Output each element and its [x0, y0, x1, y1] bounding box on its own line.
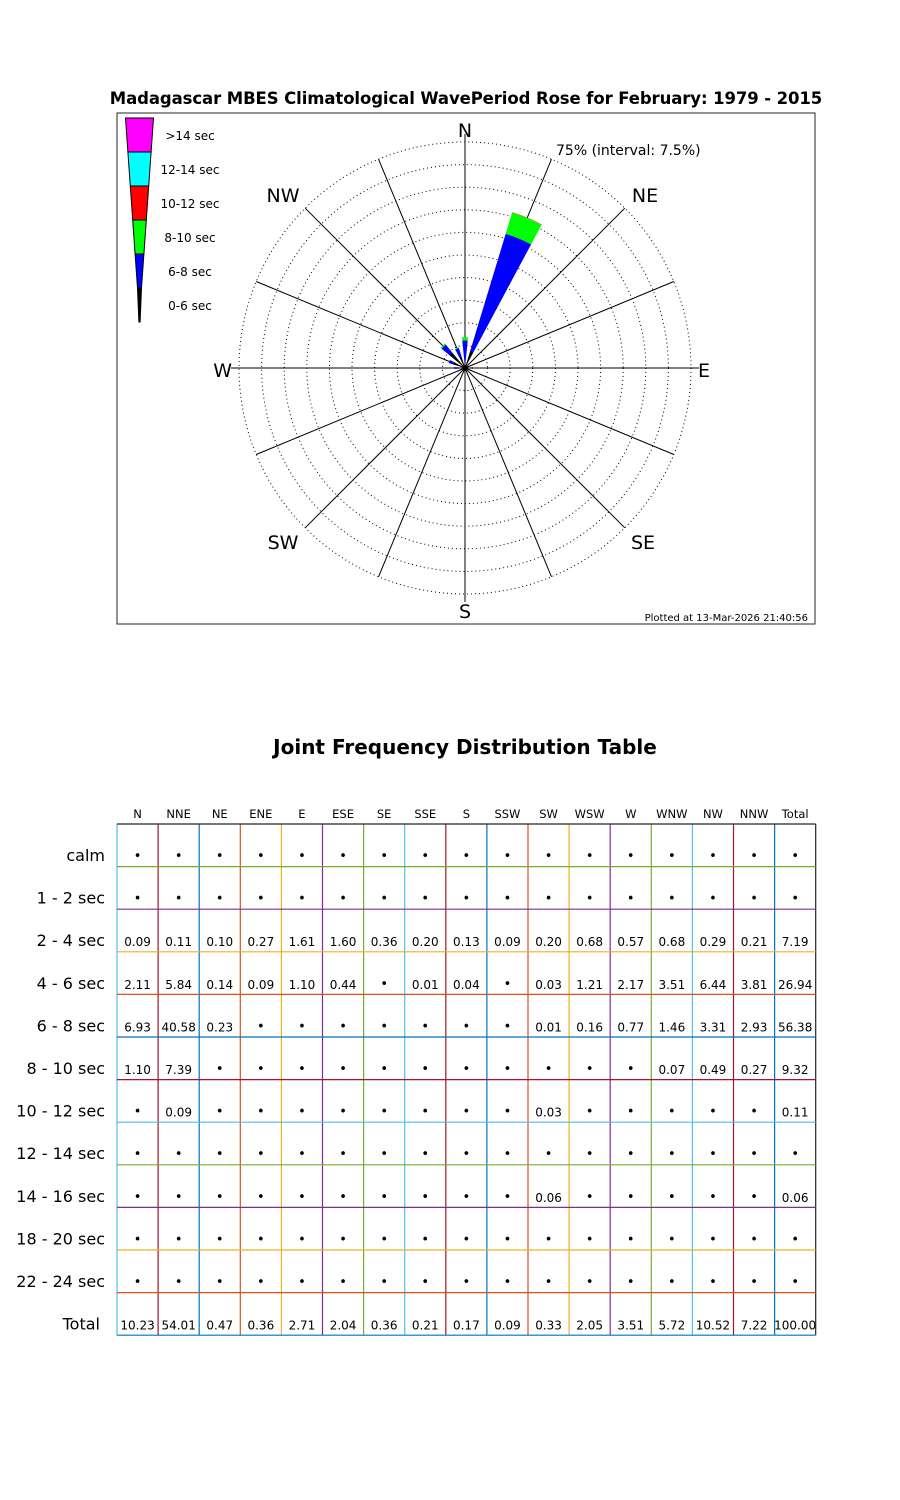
table-cell: 56.38 — [777, 1020, 813, 1035]
column-header-SSW: SSW — [494, 807, 521, 821]
table-cell: • — [380, 849, 388, 864]
table-cell: • — [503, 1062, 512, 1077]
column-header-NW: NW — [702, 807, 723, 821]
row-label: 12 - 14 sec — [16, 1144, 105, 1164]
table-cell: • — [339, 1147, 347, 1163]
table-cell: 0.09 — [494, 1318, 521, 1333]
table-cell: 0.11 — [165, 935, 193, 950]
table-cell: • — [339, 1104, 347, 1120]
table-cell: 5.84 — [165, 977, 193, 992]
table-cell: • — [339, 1232, 347, 1248]
table-cell: • — [585, 1104, 594, 1120]
table-cell: • — [462, 1189, 471, 1205]
row-label: 6 - 8 sec — [36, 1016, 105, 1036]
table-cell: • — [709, 891, 717, 907]
table-cell: 10.23 — [120, 1318, 155, 1333]
table-cell: 0.01 — [411, 977, 439, 992]
table-cell: 2.17 — [617, 977, 645, 992]
table-cell: 0.23 — [206, 1020, 234, 1035]
plotted-timestamp: Plotted at 13-Mar-2026 21:40:56 — [644, 613, 808, 624]
table-cell: 0.13 — [452, 935, 480, 950]
table-cell: 7.19 — [781, 935, 809, 950]
table-cell: • — [626, 891, 635, 907]
table-cell: • — [380, 1019, 388, 1035]
table-cell: 7.22 — [740, 1318, 768, 1333]
table-cell: • — [462, 891, 471, 907]
table-cell: • — [257, 1104, 265, 1120]
table-cell: • — [298, 1019, 306, 1035]
row-label: 2 - 4 sec — [36, 931, 105, 951]
table-cell: 5.72 — [658, 1318, 686, 1333]
table-cell: 0.20 — [411, 935, 439, 950]
column-header-SSE: SSE — [414, 807, 437, 821]
table-cell: • — [339, 1275, 347, 1290]
table-cell: 0.44 — [329, 977, 357, 992]
table-cell: 0.03 — [535, 1105, 562, 1120]
table-cell: • — [215, 1232, 224, 1248]
table-cell: • — [709, 1275, 717, 1290]
table-cell: • — [462, 1147, 471, 1163]
table-cell: • — [421, 1232, 430, 1248]
table-cell: • — [750, 849, 758, 864]
table-cell: • — [626, 1104, 635, 1120]
column-header-S: S — [462, 807, 471, 821]
table-cell: • — [133, 1275, 142, 1290]
table-cell: 2.04 — [329, 1318, 357, 1333]
table-cell: • — [215, 1104, 224, 1120]
table-cell: 0.68 — [576, 935, 604, 950]
table-cell: 0.77 — [617, 1020, 645, 1035]
table-cell: • — [462, 1275, 471, 1290]
table-cell: • — [298, 1189, 306, 1205]
table-cell: • — [544, 1147, 553, 1163]
table-cell: • — [133, 1104, 142, 1120]
table-cell: • — [709, 1189, 717, 1205]
table-cell: • — [257, 1147, 265, 1163]
column-header-WSW: WSW — [574, 807, 605, 821]
column-header-N: N — [133, 807, 142, 821]
table-cell: • — [626, 1062, 635, 1077]
table-cell: 3.51 — [617, 1318, 645, 1333]
table-cell: • — [503, 976, 512, 992]
table-cell: 0.27 — [740, 1063, 768, 1077]
table-cell: • — [174, 891, 183, 907]
row-label: 8 - 10 sec — [26, 1059, 105, 1078]
row-label: 4 - 6 sec — [36, 973, 105, 993]
table-row-labels — [16, 846, 105, 1334]
legend-label-3: 8-10 sec — [164, 231, 216, 245]
table-cell: • — [257, 1232, 265, 1248]
legend-label-4: 6-8 sec — [168, 265, 212, 279]
table-cell: • — [421, 1189, 430, 1205]
table-cell: • — [380, 1189, 388, 1205]
table-cell: 26.94 — [777, 977, 813, 992]
table-cell: 0.21 — [740, 935, 768, 950]
table-cells — [120, 849, 816, 1333]
table-cell: 0.57 — [617, 935, 645, 950]
table-cell: 0.16 — [576, 1020, 604, 1035]
table-cell: 0.68 — [658, 935, 686, 950]
legend-label-5: 0-6 sec — [168, 299, 212, 313]
table-cell: 0.09 — [124, 935, 151, 950]
table-title: Joint Frequency Distribution Table — [273, 735, 657, 759]
table-cell: • — [668, 1232, 676, 1248]
table-cell: 3.51 — [658, 977, 686, 992]
column-header-SE: SE — [376, 807, 392, 821]
table-cell: • — [298, 891, 306, 907]
table-cell: • — [585, 849, 594, 864]
table-cell: • — [585, 1062, 594, 1077]
table-cell: 6.44 — [699, 977, 727, 992]
table-cell: 1.10 — [288, 977, 316, 992]
table-cell: 1.10 — [124, 1063, 151, 1077]
table-cell: • — [421, 1062, 430, 1077]
table-cell: • — [421, 1275, 430, 1290]
column-header-WNW: WNW — [656, 807, 688, 821]
table-cell: • — [298, 1104, 306, 1120]
table-cell: • — [339, 1189, 347, 1205]
table-cell: • — [421, 891, 430, 907]
table-cell: • — [257, 1189, 265, 1205]
row-label: calm — [66, 846, 105, 865]
table-header — [133, 807, 808, 821]
table-cell: 0.06 — [781, 1190, 809, 1205]
table-cell: 0.21 — [411, 1318, 439, 1333]
legend-label-0: >14 sec — [165, 129, 215, 143]
table-cell: • — [257, 1019, 265, 1035]
table-cell: • — [585, 1147, 594, 1163]
table-cell: 0.14 — [206, 977, 234, 992]
table-cell: • — [791, 1147, 799, 1163]
table-cell: • — [544, 891, 553, 907]
table-cell: • — [544, 1275, 553, 1290]
table-cell: 0.03 — [535, 977, 562, 992]
table-cell: 2.93 — [740, 1020, 768, 1035]
table-cell: • — [421, 1104, 430, 1120]
table-cell: • — [298, 849, 306, 864]
table-cell: 7.39 — [165, 1063, 193, 1077]
table-cell: • — [380, 1147, 388, 1163]
table-cell: • — [421, 849, 430, 864]
table-cell: • — [133, 1232, 142, 1248]
table-cell: 3.81 — [740, 977, 768, 992]
table-cell: 0.36 — [247, 1318, 275, 1333]
table-cell: • — [750, 1104, 758, 1120]
row-label: 10 - 12 sec — [16, 1101, 105, 1121]
table-cell: 0.11 — [781, 1105, 809, 1120]
row-label: 18 - 20 sec — [16, 1229, 105, 1249]
table-cell: 0.09 — [247, 977, 275, 992]
table-cell: • — [668, 891, 676, 907]
table-cell: • — [380, 1062, 388, 1077]
table-cell: • — [257, 849, 265, 864]
compass-label-NE: NE — [631, 185, 659, 207]
table-cell: • — [133, 1147, 142, 1163]
table-cell: 0.04 — [452, 977, 480, 992]
table-cell: 0.49 — [699, 1063, 727, 1077]
table-cell: 2.05 — [576, 1318, 604, 1333]
compass-label-S: S — [458, 601, 472, 623]
table-cell: • — [503, 1189, 512, 1205]
table-cell: • — [339, 1019, 347, 1035]
column-header-NNE: NNE — [166, 807, 191, 821]
row-label: 1 - 2 sec — [36, 888, 105, 908]
table-cell: 0.09 — [494, 935, 521, 950]
rose-scale-label: 75% (interval: 7.5%) — [556, 143, 701, 159]
table-cell: • — [585, 891, 594, 907]
table-cell: • — [668, 849, 676, 864]
table-cell: • — [791, 849, 799, 864]
table-cell: • — [544, 1062, 553, 1077]
table-cell: • — [544, 1232, 553, 1248]
table-cell: • — [298, 1232, 306, 1248]
table-cell: • — [462, 1062, 471, 1077]
table-cell: • — [626, 849, 635, 864]
table-cell: • — [215, 1189, 224, 1205]
table-cell: 0.17 — [452, 1318, 480, 1333]
table-cell: • — [215, 1275, 224, 1290]
table-cell: • — [133, 891, 142, 907]
column-header-E: E — [298, 807, 306, 821]
compass-label-W: W — [213, 360, 232, 382]
table-cell: • — [215, 849, 224, 864]
column-header-NNW: NNW — [739, 807, 769, 821]
table-cell: 40.58 — [161, 1020, 196, 1035]
table-cell: • — [257, 1062, 265, 1077]
table-cell: • — [339, 891, 347, 907]
table-cell: 0.07 — [658, 1063, 686, 1077]
table-cell: • — [750, 891, 758, 907]
table-cell: • — [339, 1062, 347, 1077]
table-cell: • — [462, 1019, 471, 1035]
table-cell: 2.71 — [288, 1318, 316, 1333]
table-cell: 0.06 — [535, 1190, 562, 1205]
table-cell: • — [339, 849, 347, 864]
table-cell: 0.01 — [535, 1020, 562, 1035]
table-cell: • — [462, 1104, 471, 1120]
table-cell: • — [585, 1275, 594, 1290]
row-label: 22 - 24 sec — [16, 1272, 105, 1291]
column-header-NE: NE — [211, 807, 228, 821]
rose-title: Madagascar MBES Climatological WavePeriod Rose for February: 1979 - 2015 — [109, 89, 823, 108]
table-cell: • — [791, 1275, 799, 1290]
table-cell: • — [503, 1275, 512, 1290]
row-label: 14 - 16 sec — [16, 1186, 105, 1206]
table-cell: • — [544, 849, 553, 864]
column-header-SW: SW — [539, 807, 558, 821]
table-cell: • — [215, 891, 224, 907]
table-cell: • — [709, 1232, 717, 1248]
table-cell: • — [462, 849, 471, 864]
table-cell: 0.36 — [370, 1318, 398, 1333]
table-cell: 1.46 — [658, 1020, 686, 1035]
table-cell: • — [585, 1232, 594, 1248]
table-cell: • — [668, 1275, 676, 1290]
table-cell: • — [174, 1275, 183, 1290]
table-cell: 54.01 — [161, 1318, 196, 1333]
table-cell: • — [503, 891, 512, 907]
table-cell: 3.31 — [699, 1020, 727, 1035]
table-cell: • — [380, 891, 388, 907]
column-header-Total: Total — [781, 807, 809, 821]
legend-label-1: 12-14 sec — [160, 163, 220, 177]
table-cell: • — [709, 1147, 717, 1163]
table-cell: • — [298, 1062, 306, 1077]
table-cell: • — [174, 1147, 183, 1163]
table-cell: 0.29 — [699, 935, 727, 950]
column-header-ENE: ENE — [249, 807, 273, 821]
table-cell: • — [503, 1019, 512, 1035]
table-cell: • — [380, 1232, 388, 1248]
table-cell: • — [215, 1062, 224, 1077]
row-label: Total — [62, 1314, 100, 1334]
table-cell: • — [257, 891, 265, 907]
table-cell: 0.36 — [370, 935, 398, 950]
table-cell: 2.11 — [124, 977, 151, 992]
table-cell: 10.52 — [695, 1318, 731, 1333]
table-cell: 0.47 — [206, 1318, 234, 1333]
column-header-ESE: ESE — [332, 807, 354, 821]
table-cell: 1.21 — [576, 977, 604, 992]
table-cell: 0.09 — [165, 1105, 193, 1120]
table-cell: • — [750, 1275, 758, 1290]
table-cell: 1.61 — [288, 935, 316, 950]
compass-label-E: E — [698, 360, 711, 382]
table-cell: 0.27 — [247, 935, 275, 950]
column-header-W: W — [625, 807, 637, 821]
compass-label-SW: SW — [267, 532, 299, 554]
table-cell: • — [626, 1232, 635, 1248]
table-cell: • — [709, 1104, 717, 1120]
table-cell: • — [668, 1147, 676, 1163]
table-cell: • — [462, 1232, 471, 1248]
compass-label-SE: SE — [630, 532, 656, 554]
table-cell: • — [421, 1019, 430, 1035]
table-cell: • — [709, 849, 717, 864]
table-cell: • — [626, 1147, 635, 1163]
table-cell: • — [503, 1232, 512, 1248]
table-cell: • — [380, 976, 388, 992]
table-cell: • — [380, 1104, 388, 1120]
table-cell: 9.32 — [781, 1063, 809, 1077]
table-cell: • — [750, 1232, 758, 1248]
compass-label-N: N — [457, 120, 473, 142]
table-cell: • — [174, 1232, 183, 1248]
table-cell: • — [750, 1189, 758, 1205]
table-cell: • — [626, 1189, 635, 1205]
table-cell: • — [298, 1275, 306, 1290]
table-cell: • — [133, 849, 142, 864]
table-cell: • — [174, 849, 183, 864]
table-cell: • — [668, 1189, 676, 1205]
table-cell: • — [133, 1189, 142, 1205]
table-cell: • — [668, 1104, 676, 1120]
table-cell: • — [215, 1147, 224, 1163]
table-cell: • — [298, 1147, 306, 1163]
table-cell: 0.33 — [535, 1318, 562, 1333]
table-cell: • — [791, 891, 799, 907]
table-cell: 0.10 — [206, 935, 234, 950]
table-cell: • — [174, 1189, 183, 1205]
table-cell: 0.20 — [535, 935, 562, 950]
table-cell: • — [503, 849, 512, 864]
compass-label-NW: NW — [266, 185, 300, 207]
table-cell: • — [626, 1275, 635, 1290]
table-cell: • — [791, 1232, 799, 1248]
table-cell: 6.93 — [124, 1020, 151, 1035]
table-cell: • — [421, 1147, 430, 1163]
table-cell: 100.00 — [774, 1318, 817, 1333]
table-cell: 1.60 — [329, 935, 357, 950]
table-cell: • — [380, 1275, 388, 1290]
table-cell: • — [257, 1275, 265, 1290]
table-cell: • — [503, 1147, 512, 1163]
table-cell: • — [585, 1189, 594, 1205]
legend-label-2: 10-12 sec — [160, 197, 220, 211]
table-cell: • — [503, 1104, 512, 1120]
table-cell: • — [750, 1147, 758, 1163]
